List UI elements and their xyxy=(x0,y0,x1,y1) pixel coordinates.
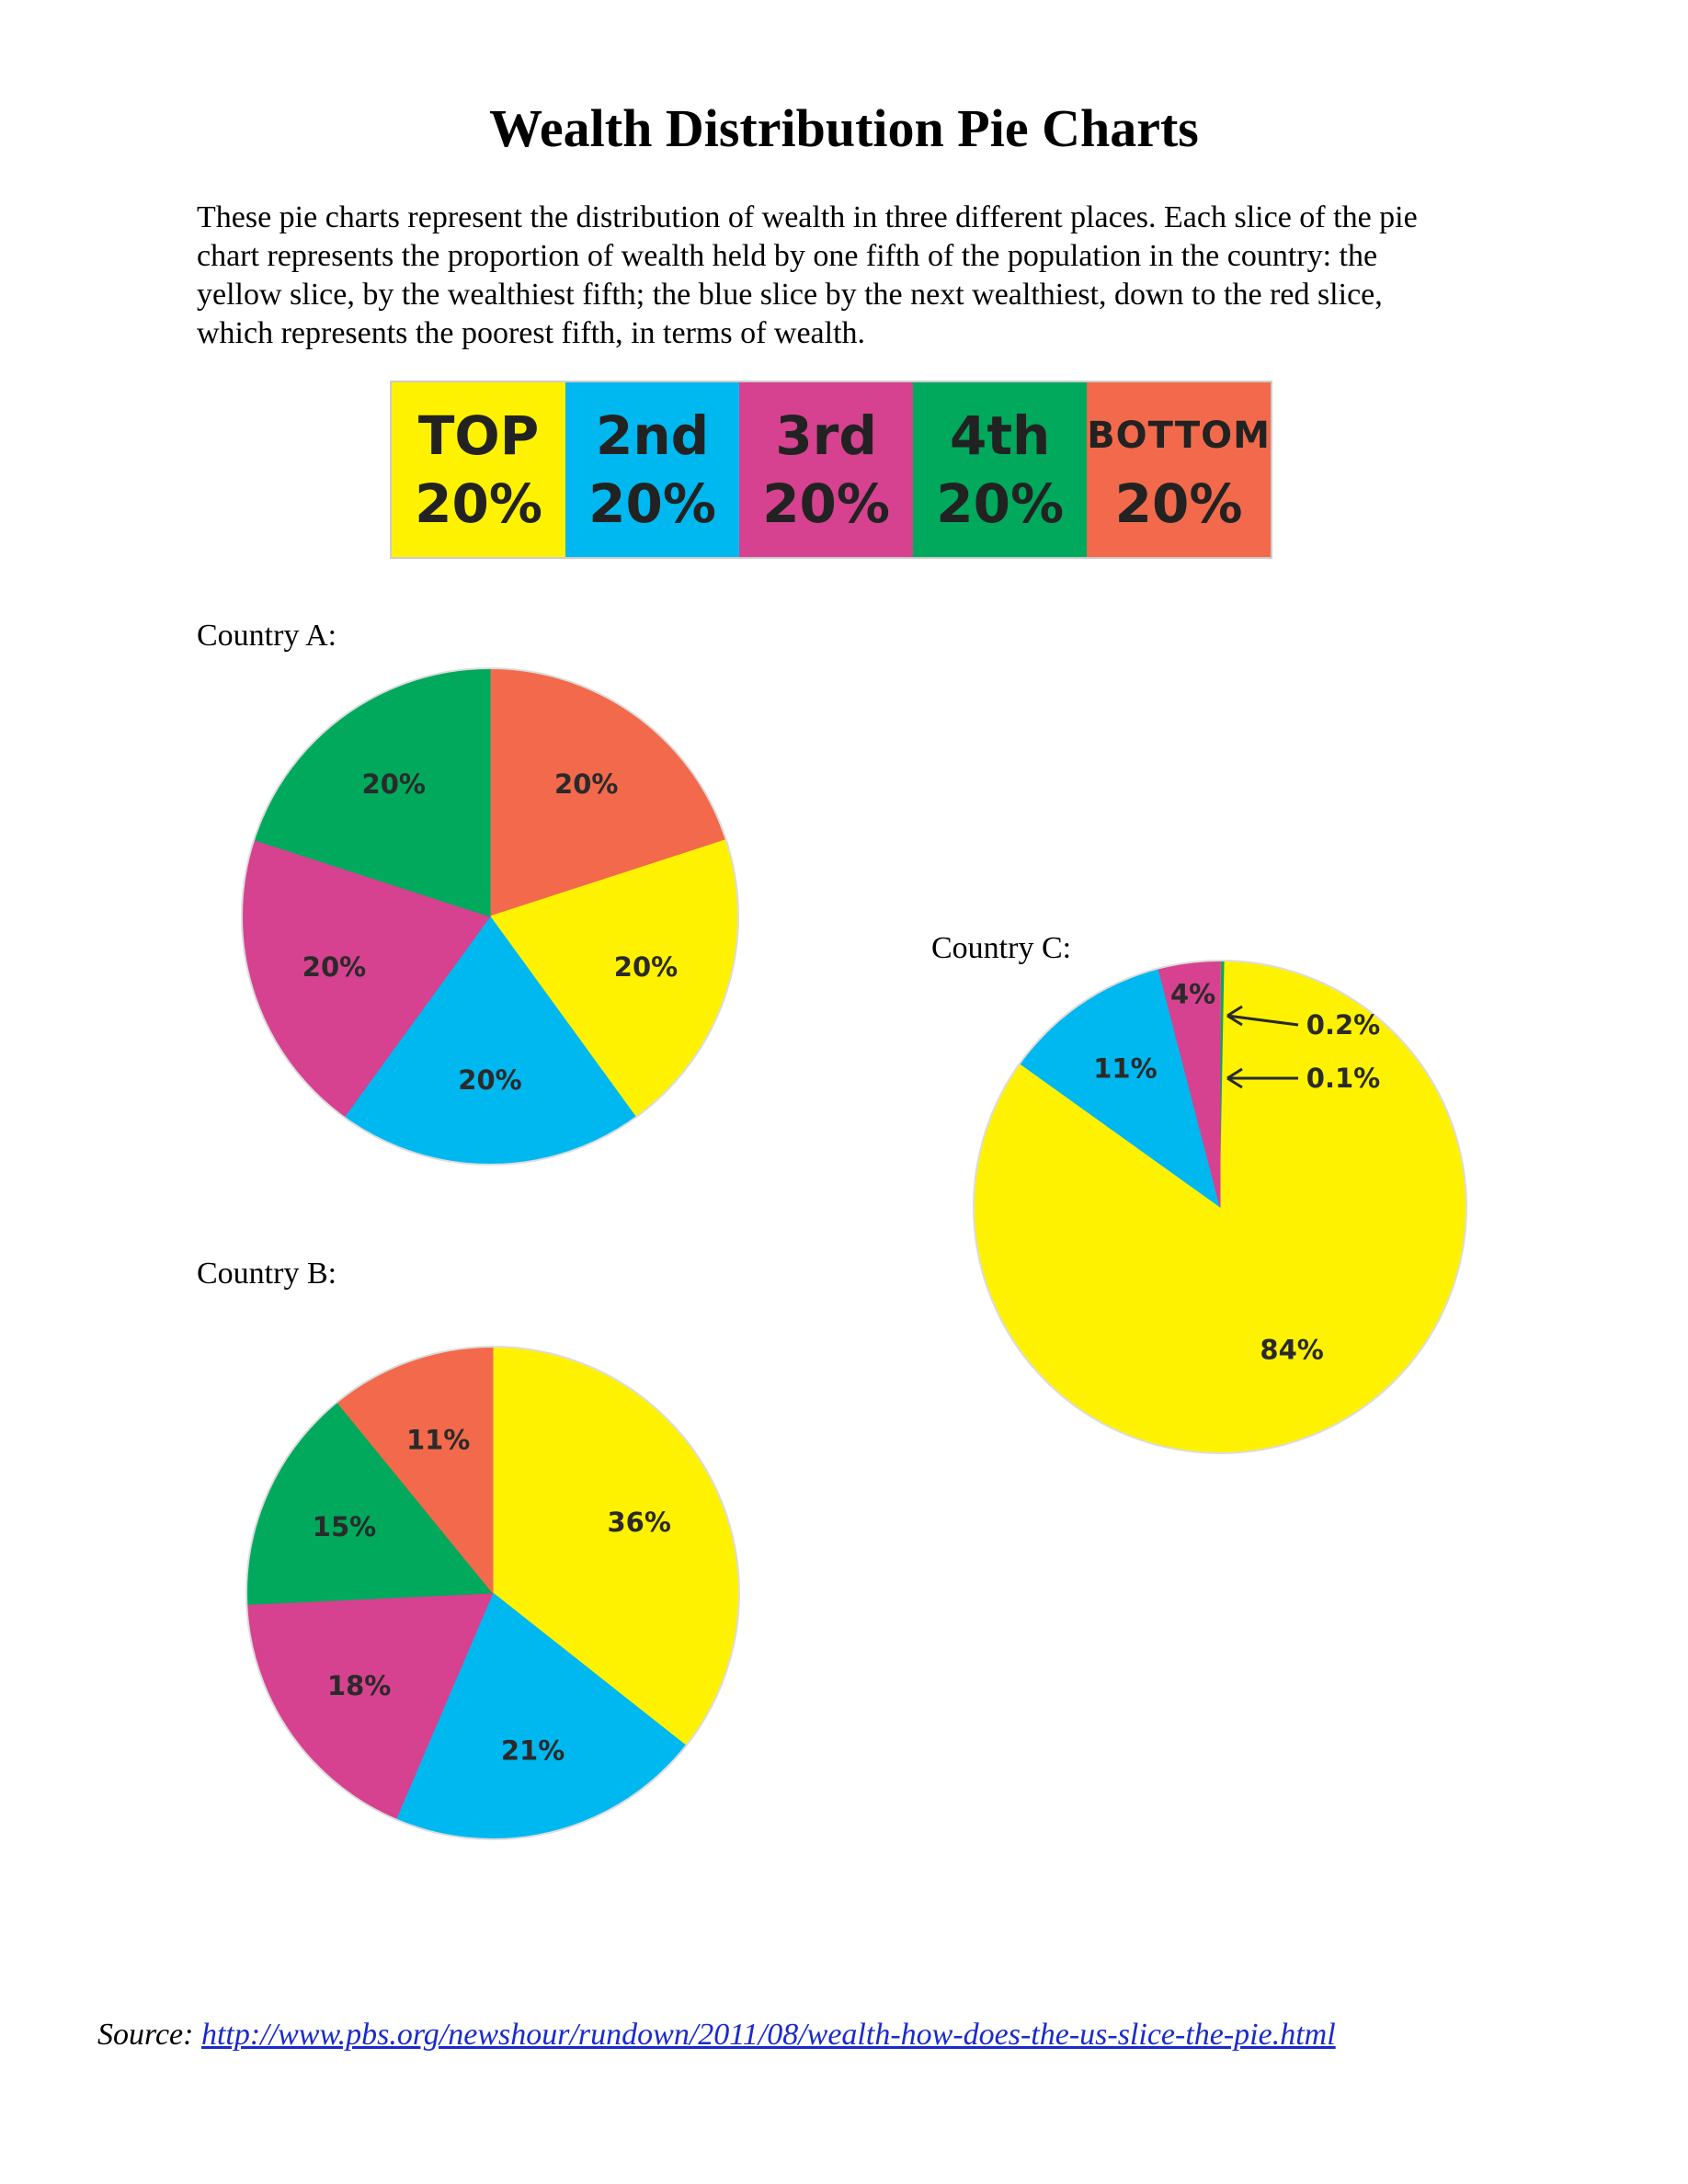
legend-item-pct: 20% xyxy=(415,472,542,535)
pie-slice-value-label: 20% xyxy=(361,768,426,800)
pie-slice-value-label: 36% xyxy=(607,1506,671,1538)
pie-slice-value-label: 0.2% xyxy=(1306,1009,1381,1041)
pie-slice-value-label: 18% xyxy=(326,1669,392,1701)
pie-slice-value-label: 20% xyxy=(554,768,619,800)
legend-item-label: TOP xyxy=(417,404,540,467)
pie-slice-value-label: 20% xyxy=(458,1064,522,1097)
pie-chart-0 xyxy=(242,668,738,1165)
pie-slice-value-label: 84% xyxy=(1260,1334,1324,1366)
pie-slice-value-label: 11% xyxy=(1093,1052,1158,1085)
legend-item-label: 4th xyxy=(949,404,1051,467)
source-label: Source: xyxy=(97,2018,194,2052)
pie-chart-2 xyxy=(974,961,1466,1453)
pie-slice-value-label: 21% xyxy=(500,1735,565,1767)
pie-slice-value-label: 20% xyxy=(613,951,679,984)
legend-item-label: 3rd xyxy=(775,404,877,467)
legend-item-label: 2nd xyxy=(595,404,710,467)
pie-slice-value-label: 15% xyxy=(312,1510,377,1542)
legend-item-pct: 20% xyxy=(936,472,1065,535)
country-a-label: Country A: xyxy=(197,619,337,653)
page-title: Wealth Distribution Pie Charts xyxy=(489,98,1199,158)
legend-item-pct: 20% xyxy=(1114,472,1243,535)
intro-paragraph: These pie charts represent the distribution of wealth in three different places. Each slice of the pie chart represents the proportion of wealth held by one fifth of the population in the country: the yellow slice, by the wealthiest fifth; the blue slice by the next wealthiest, down to the red slice, which represents the poorest fifth, in terms of wealth. xyxy=(197,200,1418,350)
source-link[interactable]: http://www.pbs.org/newshour/rundown/2011/08/wealth-how-does-the-us-slice-the-pie.html xyxy=(200,2018,1336,2052)
country-b-label: Country B: xyxy=(197,1257,337,1291)
legend-item-pct: 20% xyxy=(588,472,716,535)
pie-slice-value-label: 4% xyxy=(1169,978,1216,1010)
legend-item-pct: 20% xyxy=(762,472,891,535)
pie-slice-value-label: 20% xyxy=(302,951,367,984)
pie-slice-value-label: 0.1% xyxy=(1306,1063,1381,1094)
pie-slice-value-label: 11% xyxy=(405,1424,471,1456)
pie-chart-1 xyxy=(246,1347,739,1839)
country-c-label: Country C: xyxy=(931,931,1072,965)
legend-item-label: BOTTOM xyxy=(1087,415,1271,457)
source-line xyxy=(97,2017,1660,2053)
